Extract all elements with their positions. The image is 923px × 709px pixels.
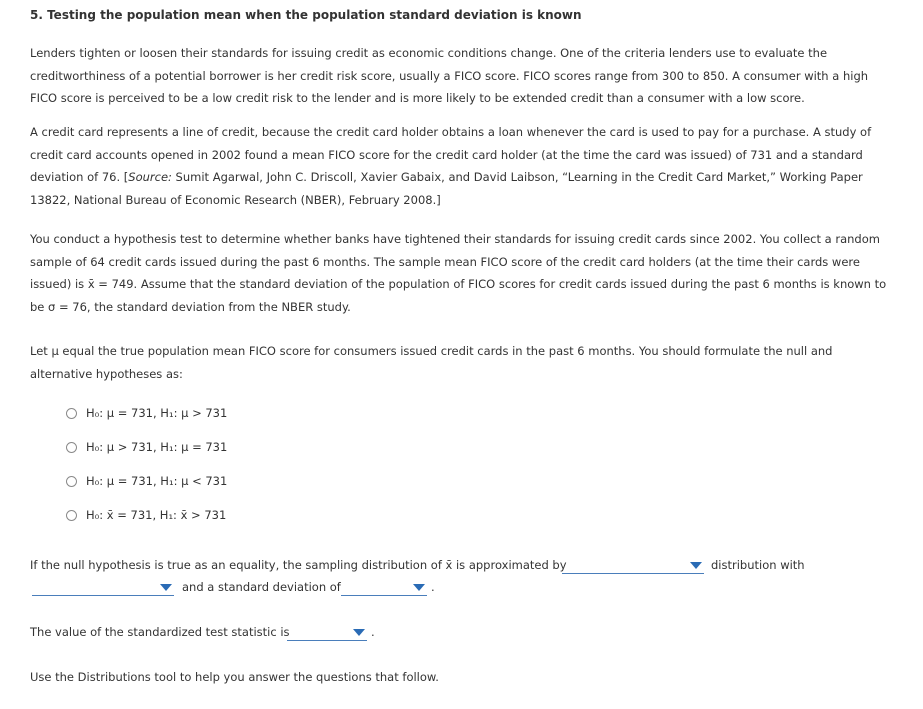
distribution-type-dropdown[interactable]	[562, 559, 704, 574]
chevron-down-icon	[160, 584, 172, 591]
radio-button[interactable]	[66, 476, 77, 487]
option-label: H₀: μ > 731, H₁: μ = 731	[86, 440, 228, 454]
std-dev-text: and a standard deviation of	[182, 580, 341, 594]
chevron-down-icon	[413, 584, 425, 591]
hypothesis-option-3[interactable]	[66, 472, 227, 490]
question-title: 5. Testing the population mean when the population standard deviation is known	[30, 8, 582, 22]
chevron-down-icon	[690, 562, 702, 569]
distribution-with-text: distribution with	[711, 558, 805, 572]
radio-button[interactable]	[66, 510, 77, 521]
test-statistic-dropdown[interactable]	[287, 626, 367, 641]
option-label: H₀: x̄ = 731, H₁: x̄ > 731	[86, 508, 227, 522]
hypothesis-option-2[interactable]	[66, 438, 227, 456]
source-label: Source:	[128, 170, 172, 184]
radio-button[interactable]	[66, 408, 77, 419]
sample-paragraph: You conduct a hypothesis test to determine whether banks have tightened their standards for issuing credit cards since 2002. You collect a random sample of 64 credit cards issued during the past 6 months. The sample mean FICO score of the credit card holders (at the time their cards were issued) is x̄ = 749. Assume that the standard deviation of the population of FICO scores for credit cards issued during the past 6 months is known to be σ = 76, the standard deviation from the NBER study.	[30, 232, 887, 314]
hypotheses-prompt: Let μ equal the true population mean FICO score for consumers issued credit cards in the past 6 months. You should formulate the null and alternative hypotheses as:	[30, 344, 833, 381]
radio-button[interactable]	[66, 442, 77, 453]
mean-dropdown[interactable]	[32, 581, 174, 596]
hypothesis-option-4[interactable]	[66, 506, 226, 524]
chevron-down-icon	[353, 629, 365, 636]
footer-instruction: Use the Distributions tool to help you answer the questions that follow.	[30, 670, 439, 684]
hypothesis-option-1[interactable]	[66, 404, 227, 422]
sentence-period: .	[431, 580, 435, 594]
source-citation: Sumit Agarwal, John C. Driscoll, Xavier Gabaix, and David Laibson, “Learning in the Credit Card Market,” Working Paper 13822, National Bureau of Economic Research (NBER), February 2008.]	[30, 170, 863, 207]
study-paragraph	[30, 121, 892, 211]
sentence-period: .	[371, 625, 375, 639]
option-label: H₀: μ = 731, H₁: μ > 731	[86, 406, 228, 420]
study-text: A credit card represents a line of credit, because the credit card holder obtains a loan whenever the card is used to pay for a purchase. A study of credit card accounts opened in 2002 found a mean FICO score for the credit card holder (at the time the card was issued) of 731 and a standard deviation of 76. [	[30, 125, 872, 184]
sampling-text: If the null hypothesis is true as an equality, the sampling distribution of x̄ is approximated by	[30, 558, 567, 572]
test-statistic-text: The value of the standardized test statistic is	[30, 625, 290, 639]
option-label: H₀: μ = 731, H₁: μ < 731	[86, 474, 228, 488]
std-dev-dropdown[interactable]	[341, 581, 427, 596]
intro-paragraph: Lenders tighten or loosen their standards for issuing credit as economic conditions change. One of the criteria lenders use to evaluate the creditworthiness of a potential borrower is her credit risk score, usually a FICO score. FICO scores range from 300 to 850. A consumer with a high FICO score is perceived to be a low credit risk to the lender and is more likely to be extended credit than a consumer with a low score.	[30, 46, 869, 105]
